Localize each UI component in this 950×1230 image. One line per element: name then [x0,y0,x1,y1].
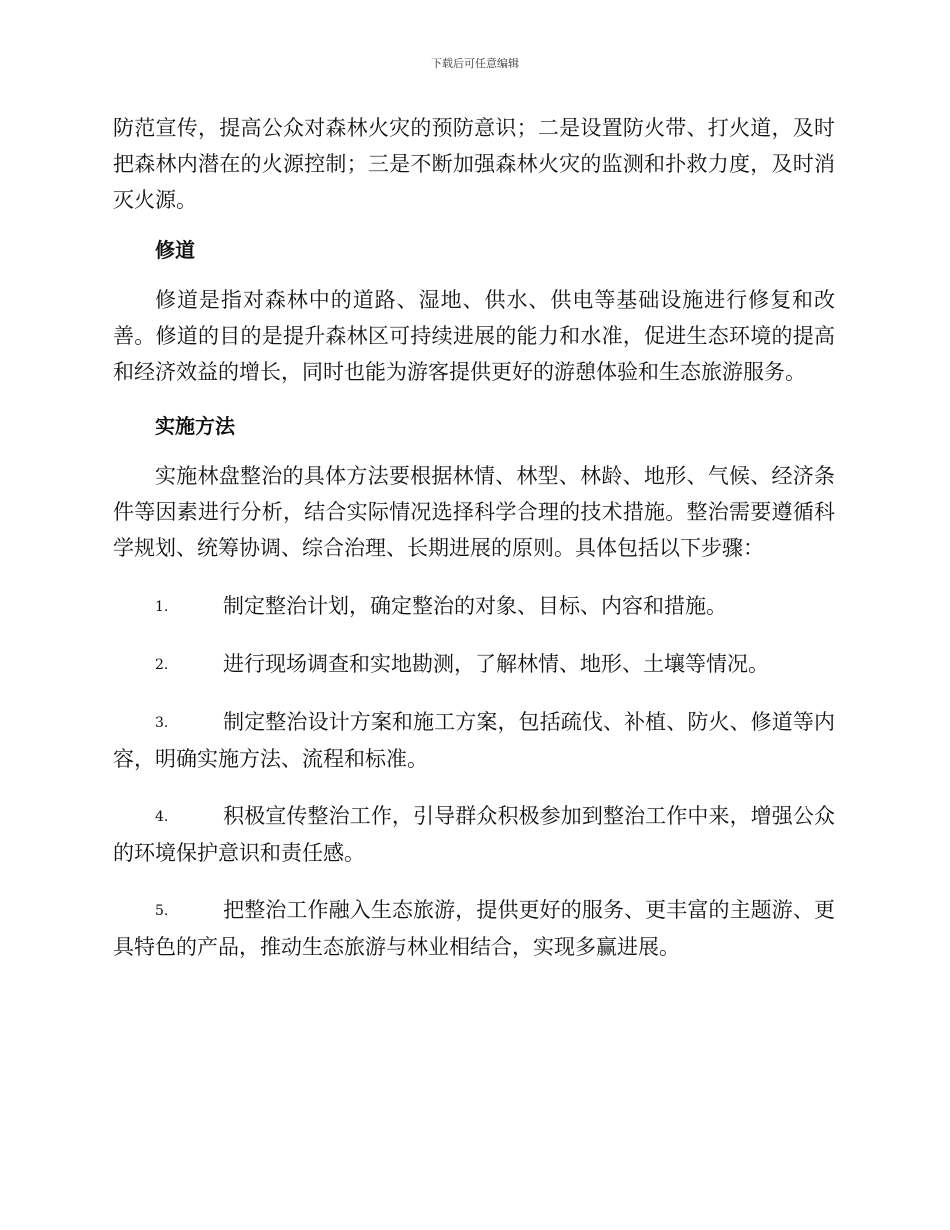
steps-list [113,588,835,965]
list-item-text: 积极宣传整治工作，引导群众积极参加到整治工作中来，增强公众的环境保护意识和责任感。 [113,804,835,865]
page-header: 下载后可任意编辑 [431,57,519,70]
section-paragraph-xiudao: 修道是指对森林中的道路、湿地、供水、供电等基础设施进行修复和改善。修道的目的是提升森林区可持续进展的能力和水准，促进生态环境的提高和经济效益的增长，同时也能为游客提供更好的游憩体验和生态旅游服务。 [113,288,835,384]
list-item-text: 制定整治计划，确定整治的对象、目标、内容和措施。 [223,594,727,618]
list-item-number: 4. [155,809,169,825]
list-item-text: 进行现场调查和实地勘测，了解林情、地形、土壤等情况。 [223,652,769,676]
section-paragraph-methods: 实施林盘整治的具体方法要根据林情、林型、林龄、地形、气候、经济条件等因素进行分析，结合实际情况选择科学合理的技术措施。整治需要遵循科学规划、统筹协调、综合治理、长期进展的原则。具体包括以下步骤： [113,464,835,560]
document-body [113,110,835,986]
list-item [113,798,835,871]
section-heading-methods: 实施方法 [155,414,235,438]
list-item [113,704,835,777]
list-item-number: 1. [155,599,169,615]
list-item-number: 2. [155,657,169,673]
list-item-number: 3. [155,715,169,731]
list-item-text: 制定整治设计方案和施工方案，包括疏伐、补植、防火、修道等内容，明确实施方法、流程和标准。 [113,710,835,771]
intro-paragraph: 防范宣传，提高公众对森林火灾的预防意识；二是设置防火带、打火道，及时把森林内潜在的火源控制；三是不断加强森林火灾的监测和扑救力度，及时消灭火源。 [113,116,835,212]
list-item-text: 把整治工作融入生态旅游，提供更好的服务、更丰富的主题游、更具特色的产品，推动生态旅游与林业相结合，实现多赢进展。 [113,898,835,959]
list-item-number: 5. [155,903,169,919]
list-item [113,892,835,965]
list-item [113,588,835,625]
list-item [113,646,835,683]
section-heading-xiudao: 修道 [155,238,195,262]
